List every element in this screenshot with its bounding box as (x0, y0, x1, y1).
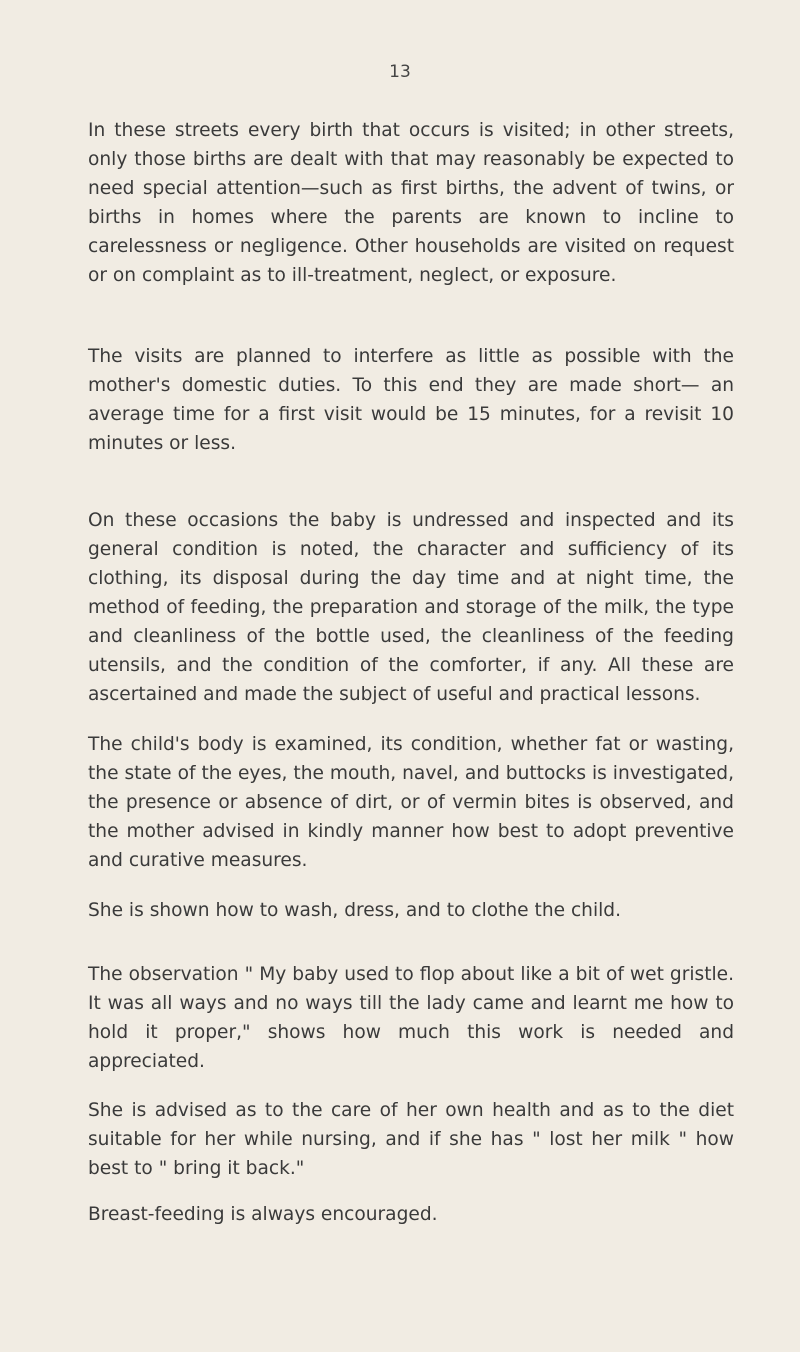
paragraph-body-examination: The child's body is examined, its condition, whether fat or wasting, the state of the eyes, the mouth, navel, and buttocks is investigated, the presence or absence of dirt, or of vermin bites is observed, and the mother advised in kindly manner how best to adopt preventive and curative measures. (88, 734, 734, 871)
paragraph-mother-observation: The observation " My baby used to flop about like a bit of wet gristle. It was all ways and no ways till the lady came and learnt me how to hold it proper," shows how much this work is needed and appreciated. (88, 964, 734, 1072)
page-number: 13 (389, 62, 411, 82)
paragraph-baby-inspection: On these occasions the baby is undressed and inspected and its general condition is noted, the character and sufficiency of its clothing, its disposal during the day time and at night time, the method of feeding, the preparation and storage of the milk, the type and cleanliness of the bottle used, the cleanliness of the feeding utensils, and the condition of the comforter, if any. All these are ascertained and made the subject of useful and practical lessons. (88, 510, 734, 705)
paragraph-visiting-policy: In these streets every birth that occurs is visited; in other streets, only those births are dealt with that may reasonably be expected to need special attention—such as first births, the advent of twins, or births in homes where the parents are known to incline to carelessness or negligence. Other households are visited on request or on complaint as to ill-treatment, neglect, or exposure. (88, 120, 734, 286)
paragraph-breast-feeding: Breast-feeding is always encouraged. (88, 1204, 438, 1225)
paragraph-visit-planning: The visits are planned to interfere as little as possible with the mother's domestic duties. To this end they are made short— an average time for a first visit would be 15 minutes, for a revisit 10 minutes or less. (88, 346, 734, 454)
paragraph-mother-health: She is advised as to the care of her own health and as to the diet suitable for her while nursing, and if she has " lost her milk " how best to " bring it back." (88, 1100, 734, 1179)
paragraph-washing-dressing: She is shown how to wash, dress, and to clothe the child. (88, 900, 622, 921)
